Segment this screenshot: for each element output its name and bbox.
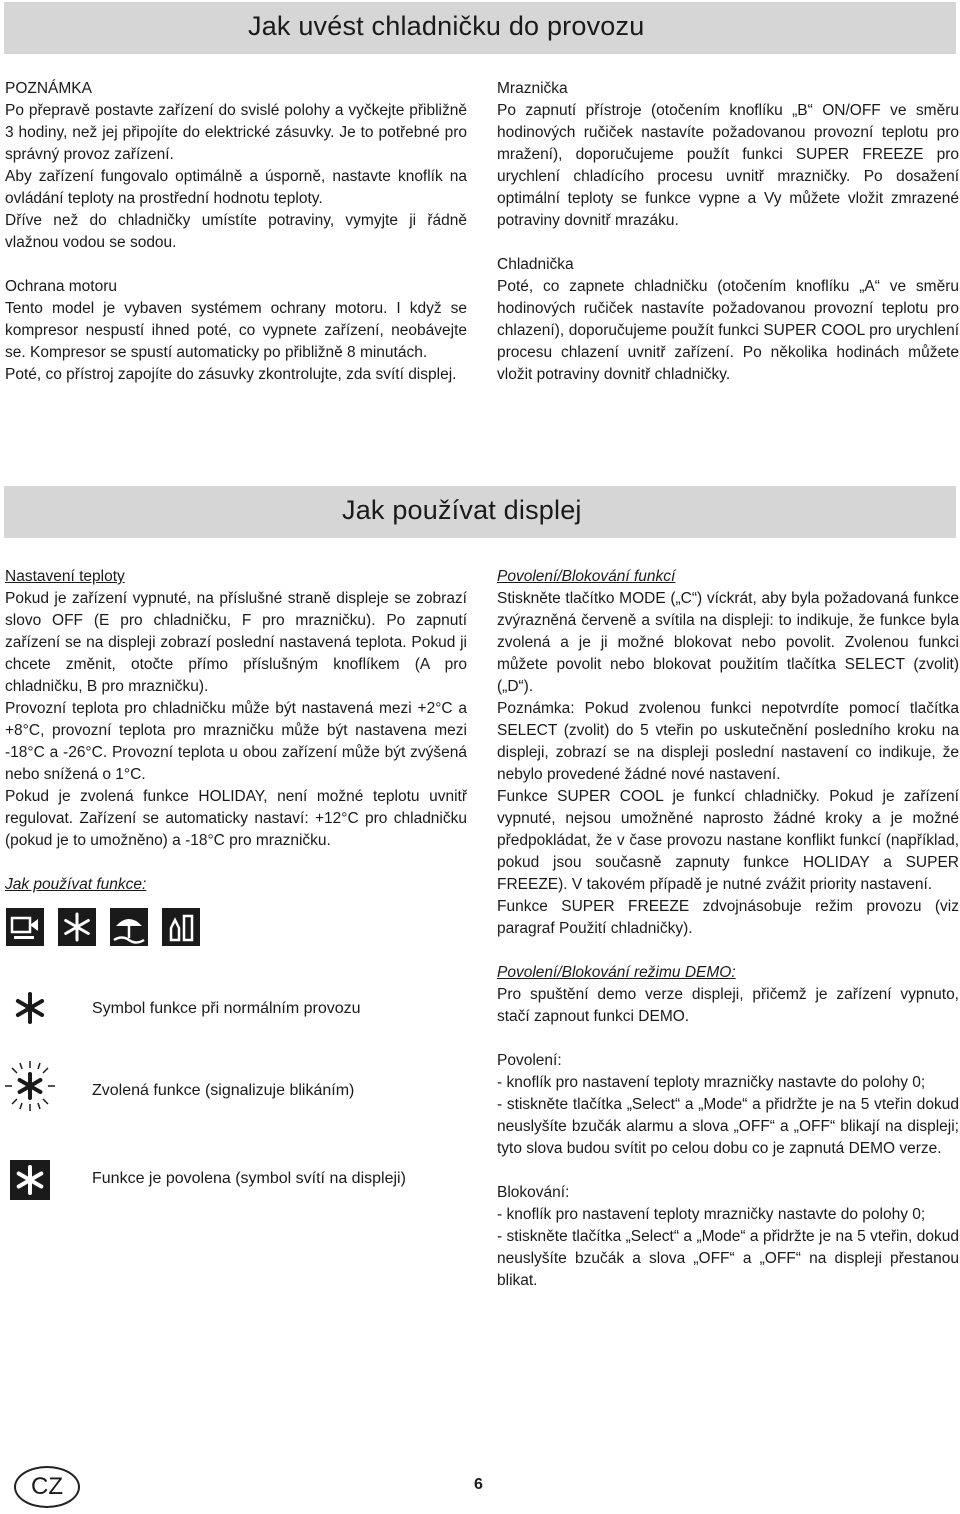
super-freeze-text: Funkce SUPER FREEZE zdvojnásobuje režim provozu (viz paragraf Použití chladničky). (497, 898, 959, 937)
enable-note-paragraph (497, 698, 959, 786)
enable-functions-heading: Povolení/Blokování funkcí (497, 568, 676, 585)
display-title: Jak používat displej (342, 495, 582, 525)
page-title: Jak uvést chladničku do provozu (248, 11, 645, 41)
fridge-heading: Chladnička (497, 256, 574, 273)
motor-text-2: Poté, co přístroj zapojíte do zásuvky zkontrolujte, zda svítí displej. (5, 366, 457, 383)
temperature-heading: Nastavení teploty (5, 568, 125, 585)
left-column-top (5, 78, 467, 386)
legend-text-blinking: Zvolená funkce (signalizuje blikáním) (92, 1082, 355, 1099)
motor-text: Tento model je vybaven systémem ochrany motoru. I když se kompresor nespustí ihned poté, co vypnete zařízení, neobávejte se. Kompresor se spustí automaticky po přibližně 8 minutách. (5, 300, 467, 361)
temperature-range-text: Provozní teplota pro chladničku může být nastavená mezi +2°C a +8°C, provozní teplota pro mrazničku může být nastavena mezi -18°C a -26°C. Provozní teplota u obou zařízení může být zvýšená nebo snížená o 1°C. (5, 700, 467, 783)
setting-paragraph: Aby zařízení fungovalo optimálně a úsporně, nastavte knoflík na ovládání teploty na prostřední hodnotu teploty. (5, 168, 467, 207)
super-cool-icon (6, 908, 44, 946)
super-cool-text: Funkce SUPER COOL je funkcí chladničky. Pokud je zařízení vypnuté, nejsou umožněné naprosto žádné kroky a je možné předpokládat, že v čase provozu nastane konflikt funkcí (například, pokud jsou současně zapnuty funkce HOLIDAY a SUPER FREEZE). V takovém případě je nutné zvážit priority nastavení. (497, 788, 959, 893)
holiday-text: Pokud je zvolená funkce HOLIDAY, není možné teplotu uvnitř regulovat. Zařízení se automaticky nastaví: +12°C pro chladničku (pokud je to umožněno) a -18°C pro mrazničku. (5, 788, 467, 849)
temperature-section (5, 566, 467, 896)
demo-text: Pro spuštění demo verze displeji, přičemž je zařízení vypnuto, stačí zapnout funkci DEMO. (497, 986, 959, 1025)
country-badge: CZ (14, 1466, 80, 1508)
freezer-heading: Mraznička (497, 80, 568, 97)
note-text: Po přepravě postavte zařízení do svislé polohy a vyčkejte přibližně 3 hodiny, než jej připojíte do elektrické zásuvky. Je to potřebné pro správný provoz zařízení. (5, 102, 467, 163)
snowflake-enabled-icon (10, 1160, 50, 1200)
demo-enable-step-2: - stiskněte tlačítka „Select“ a „Mode“ a přidržte je na 5 vteřin dokud neuslyšíte bzučák alarmu a slova „OFF“ a „OFF“ blikají na displeji; tyto slova budou svítit po celou dobu co je zapnutá DEMO verze. (497, 1096, 959, 1157)
right-column-bottom (497, 566, 959, 1292)
demo-enable-heading: Povolení: (497, 1052, 562, 1069)
legend-text-normal: Symbol funkce při normálním provozu (92, 1000, 361, 1017)
cleaning-paragraph: Dříve než do chladničky umístíte potraviny, vymyjte ji řádně vlažnou vodou se sodou. (5, 212, 467, 251)
demo-enable-step-1: - knoflík pro nastavení teploty mrazničky nastavte do polohy 0; (497, 1074, 926, 1091)
functions-heading: Jak používat funkce: (5, 876, 147, 893)
demo-disable-step-1: - knoflík pro nastavení teploty mrazničky nastavte do polohy 0; (497, 1206, 926, 1223)
function-icons (6, 908, 200, 946)
note-heading: POZNÁMKA (5, 80, 92, 97)
demo-icon (162, 908, 200, 946)
page-number: 6 (474, 1476, 483, 1493)
motor-heading: Ochrana motoru (5, 278, 117, 295)
fridge-text: Poté, co zapnete chladničku (otočením knoflíku „A“ ve směru hodinových ručiček nastavíte požadovanou provozní teplotu pro chlazení), doporučujeme použít funkci SUPER COOL pro urychlení procesu chlazení uvnitř zařízení. Po několika hodinách můžete vložit potraviny dovnitř chladničky. (497, 278, 959, 383)
right-column-top (497, 78, 959, 386)
snowflake-icon (10, 988, 50, 1028)
demo-disable-step-2: - stiskněte tlačítka „Select“ a „Mode“ a přidržte je na 5 vteřin, dokud neuslyšíte bzučák a slova „OFF“ a „OFF“ na displeji přestanou blikat. (497, 1228, 959, 1289)
freezer-text: Po zapnutí přístroje (otočením knoflíku „B“ ON/OFF ve směru hodinových ručiček nastavíte požadovanou provozní teplotu pro mražení), doporučujeme použít funkci SUPER FREEZE pro urychlení chladícího procesu uvnitř mrazničky. Po dosažení optimální teploty se funkce vypne a Vy můžete vložit zmrazené potraviny dovnitř mrazáku. (497, 102, 959, 229)
holiday-icon (110, 908, 148, 946)
temperature-text: Pokud je zařízení vypnuté, na příslušné straně displeje se zobrazí slovo OFF (E pro chladničku, F pro mrazničku). Po zapnutí zařízení se na displeji zobrazí poslední nastavená teplota. Pokud ji chcete změnit, otočte přímo příslušným knoflíkem (A pro chladničku, B pro mrazničku). (5, 590, 467, 695)
enable-note-text: Pokud zvolenou funkci nepotvrdíte pomocí tlačítka SELECT (zvolit) do 5 vteřin po uskutečnění posledního kroku na displeji, zobrazí se na displeji poslední nastavení co indikuje, že nebylo provedené žádné nové nastavení. (497, 700, 959, 783)
demo-heading: Povolení/Blokování režimu DEMO: (497, 964, 736, 981)
enable-functions-text: Stiskněte tlačítko MODE („C“) víckrát, aby byla požadovaná funkce zvýrazněná červeně a svítila na displeji: to indikuje, že funkce byla zvolená a je ji možné blokovat nebo povolit. Zvolenou funkci můžete povolit nebo blokovat použitím tlačítka SELECT (zvolit) („D“). (497, 590, 959, 695)
super-freeze-icon (58, 908, 96, 946)
demo-disable-heading: Blokování: (497, 1184, 570, 1201)
snowflake-blinking-icon (4, 1060, 56, 1112)
display-banner (4, 486, 956, 538)
note-label: Poznámka: (497, 700, 575, 717)
top-banner (4, 2, 956, 54)
legend-text-enabled: Funkce je povolena (symbol svítí na displeji) (92, 1170, 406, 1187)
